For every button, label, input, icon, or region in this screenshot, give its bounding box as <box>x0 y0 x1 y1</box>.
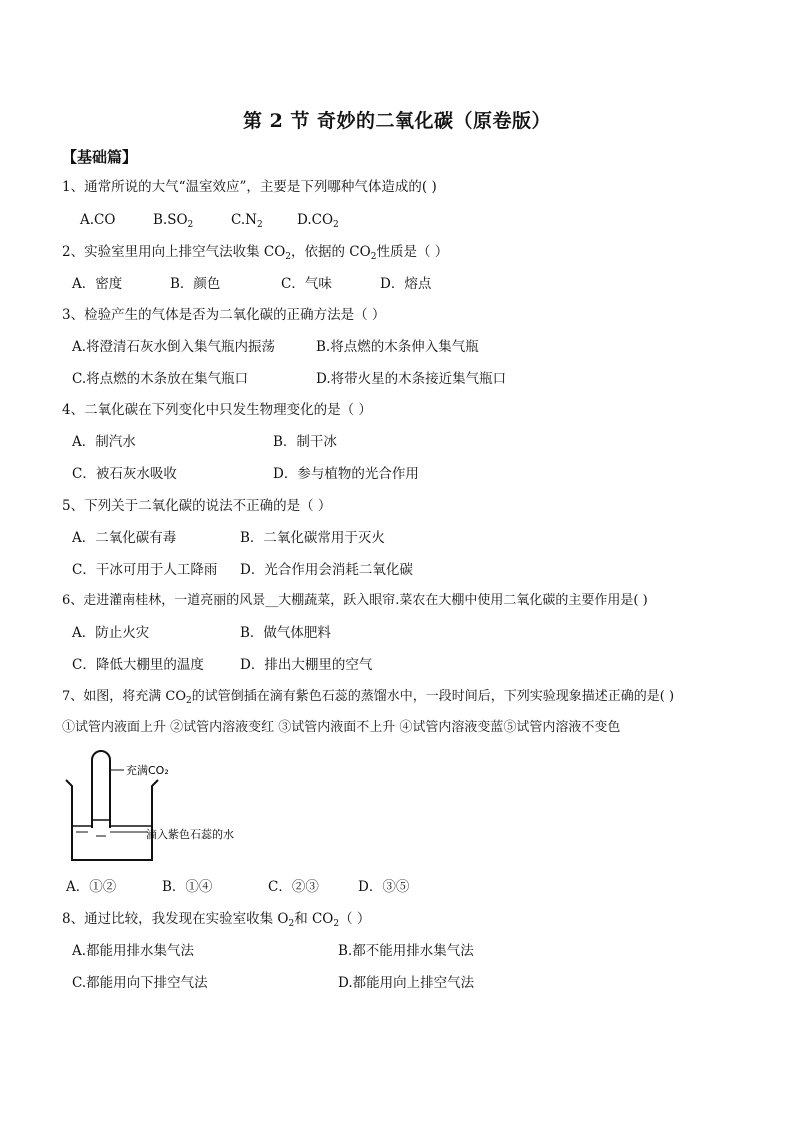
question-2-stem: 2、实验室里用向上排空气法收集 $CO_2$，依据的 $CO_2$性质是（ ） <box>62 244 449 262</box>
q5-option-c: C．干冰可用于人工降雨 <box>72 562 218 578</box>
question-3-stem: 3、检验产生的气体是否为二氧化碳的正确方法是（ ） <box>62 307 386 323</box>
q7-option-c: C．②③ <box>268 879 319 895</box>
q8-option-a: A.都能用排水集气法 <box>72 943 195 959</box>
figure-label-co2: 充满CO₂ <box>126 764 169 777</box>
q4-option-c: C．被石灰水吸收 <box>72 466 177 482</box>
question-6-stem: 6、走进灌南桂林，一道亮丽的风景__大棚蔬菜，跃入眼帘.菜农在大棚中使用二氧化碳的主要作用是( ) <box>62 593 648 608</box>
q5-option-b: B．二氧化碳常用于灭火 <box>240 530 385 546</box>
q6-option-c: C．降低大棚里的温度 <box>72 657 204 673</box>
question-5-stem: 5、下列关于二氧化碳的说法不正确的是（ ） <box>62 498 332 514</box>
question-8-stem: 8、通过比较，我发现在实验室收集 $O_2$和 $CO_2$（ ） <box>62 911 371 929</box>
q6-option-a: A．防止火灾 <box>72 625 150 641</box>
q4-option-d: D．参与植物的光合作用 <box>273 466 419 482</box>
q2-option-d: D．熔点 <box>380 276 432 292</box>
q2-option-b: B．颜色 <box>170 276 221 292</box>
q3-option-a: A.将澄清石灰水倒入集气瓶内振荡 <box>72 339 276 355</box>
q3-option-c: C.将点燃的木条放在集气瓶口 <box>72 371 249 387</box>
page-title: 第 2 节 奇妙的二氧化碳（原卷版） <box>242 110 552 132</box>
q2-option-a: A．密度 <box>72 276 123 292</box>
q6-option-d: D．排出大棚里的空气 <box>240 657 373 673</box>
q4-option-a: A．制汽水 <box>72 434 136 450</box>
beaker-test-tube-diagram <box>58 748 258 868</box>
section-heading: 【基础篇】 <box>62 148 138 166</box>
question-7-stem: 7、如图，将充满 $CO_2$的试管倒插在滴有紫色石蕊的蒸馏水中，一段时间后，下列实验现象描述正确的是( ) <box>62 689 675 706</box>
q1-option-c: $C.N_2$ <box>231 212 263 230</box>
question-1-stem: 1、通常所说的大气“温室效应”，主要是下列哪种气体造成的( ) <box>62 179 437 195</box>
question-4-stem: 4、二氧化碳在下列变化中只发生物理变化的是（ ） <box>62 402 372 418</box>
q4-option-b: B．制干冰 <box>273 434 337 450</box>
q7-option-b: B．①④ <box>162 879 213 895</box>
q5-option-a: A．二氧化碳有毒 <box>72 530 177 546</box>
beaker-outline <box>66 780 158 860</box>
q3-option-d: D.将带火星的木条接近集气瓶口 <box>316 371 507 387</box>
q3-option-b: B.将点燃的木条伸入集气瓶 <box>316 339 479 355</box>
q6-option-b: B．做气体肥料 <box>240 625 331 641</box>
q1-option-b: $B.SO_2$ <box>153 212 194 230</box>
q7-option-a: A．①② <box>66 879 117 895</box>
q8-option-d: D.都能用向上排空气法 <box>338 975 475 991</box>
test-tube <box>92 751 110 828</box>
q2-option-c: C．气味 <box>281 276 332 292</box>
q5-option-d: D．光合作用会消耗二氧化碳 <box>240 562 413 578</box>
q7-statements: ①试管内液面上升 ②试管内溶液变红 ③试管内液面不上升 ④试管内溶液变蓝⑤试管内溶液不变色 <box>62 720 621 735</box>
q8-option-c: C.都能用向下排空气法 <box>72 975 208 991</box>
figure-label-water: 滴入紫色石蕊的水 <box>146 828 234 841</box>
q1-option-a: A.CO <box>80 212 116 228</box>
q1-option-d: $D.CO_2$ <box>297 212 339 230</box>
q8-option-b: B.都不能用排水集气法 <box>338 943 474 959</box>
q7-option-d: D．③⑤ <box>358 879 410 895</box>
